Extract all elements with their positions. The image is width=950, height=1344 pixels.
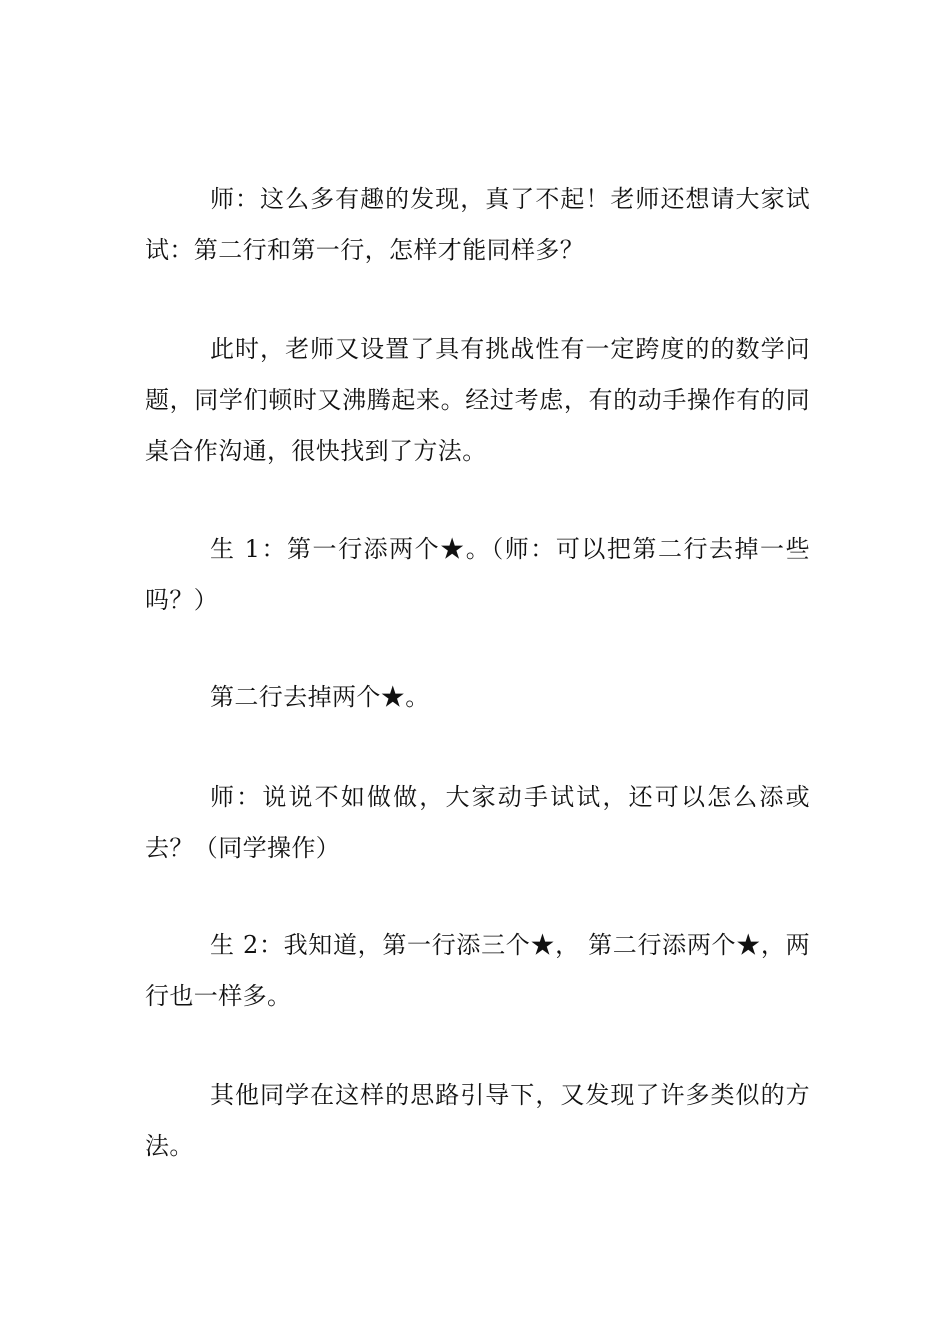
paragraph-teacher-prompt: 师：说说不如做做，大家动手试试，还可以怎么添或去？（同学操作） xyxy=(145,783,810,862)
paragraph-student-2: 生 2：我知道，第一行添三个★， 第二行添两个★，两行也一样多。 xyxy=(145,931,810,1010)
paragraph-conclusion: 其他同学在这样的思路引导下，又发现了许多类似的方法。 xyxy=(145,1081,810,1160)
paragraph-student-1: 生 1：第一行添两个★。（师：可以把第二行去掉一些吗？） xyxy=(145,535,810,614)
paragraph-narration-challenge: 此时，老师又设置了具有挑战性有一定跨度的的数学问题，同学们顿时又沸腾起来。经过考虑，有的动手操作有的同桌合作沟通，很快找到了方法。 xyxy=(145,335,810,465)
paragraph-student-1-answer: 第二行去掉两个★。 xyxy=(210,683,430,711)
paragraph-teacher-question: 师：这么多有趣的发现，真了不起！老师还想请大家试试：第二行和第一行，怎样才能同样多？ xyxy=(145,185,810,264)
